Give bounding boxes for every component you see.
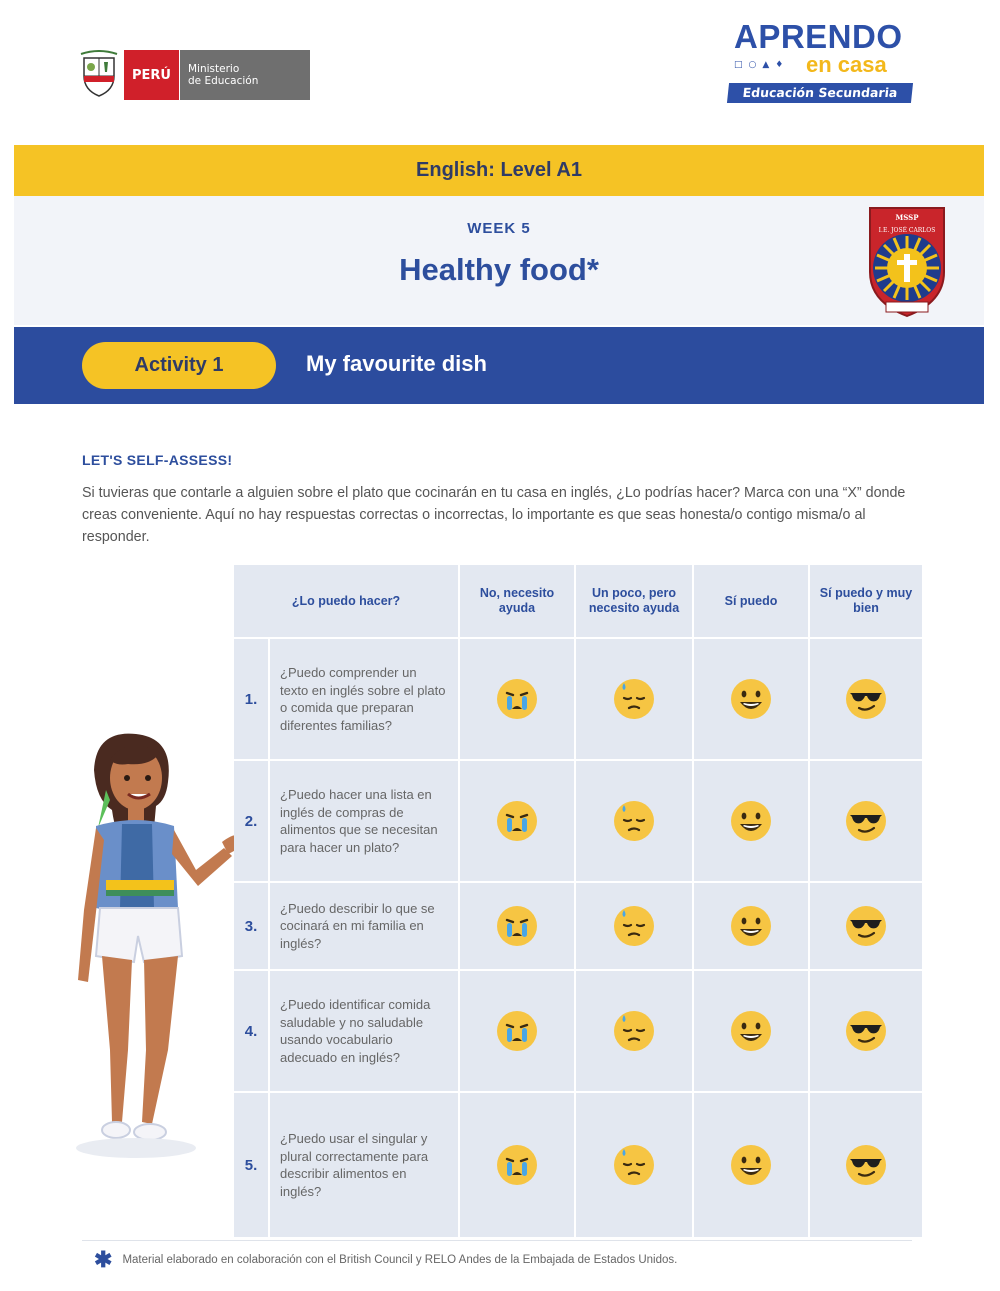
sunglasses-face-icon <box>844 1143 888 1187</box>
ministry-line2: de Educación <box>187 75 259 87</box>
crying-face-icon <box>495 1009 539 1053</box>
row-number: 1. <box>234 639 268 759</box>
answer-cell[interactable] <box>576 639 692 759</box>
aprendo-en-casa-logo <box>726 18 916 108</box>
peru-coat-of-arms-icon <box>78 50 120 100</box>
sweating-face-icon <box>612 677 656 721</box>
smiling-face-icon <box>729 904 773 948</box>
peru-label: PERÚ <box>124 50 179 100</box>
sweating-face-icon <box>612 1143 656 1187</box>
answer-cell[interactable] <box>460 883 574 969</box>
answer-cell[interactable] <box>694 971 808 1091</box>
question-text: ¿Puedo describir lo que se cocinará en mi familia en inglés? <box>270 883 458 969</box>
school-crest-icon <box>864 202 950 320</box>
week-label: WEEK 5 <box>467 220 531 237</box>
answer-cell[interactable] <box>810 971 922 1091</box>
question-text: ¿Puedo comprender un texto en inglés sobre el plato o comida que preparan diferentes familias? <box>270 639 458 759</box>
smiling-face-icon <box>729 1009 773 1053</box>
intro-paragraph: Si tuvieras que contarle a alguien sobre el plato que cocinarán en tu casa en inglés, ¿Lo podrías hacer? Marca con una “X” donde creas conveniente. Aquí no hay respuestas correctas o incorrectas, lo importante es que seas honesta/o contigo misma/o al responder. <box>82 485 906 545</box>
sweating-face-icon <box>612 799 656 843</box>
title-box <box>14 196 984 325</box>
footnote <box>94 1247 678 1272</box>
row-number: 2. <box>234 761 268 881</box>
ministry-line1: Ministerio <box>187 63 240 75</box>
level-bar: English: Level A1 <box>14 145 984 196</box>
sunglasses-face-icon <box>844 799 888 843</box>
answer-cell[interactable] <box>810 761 922 881</box>
header-yes-i-can: Sí puedo <box>694 565 808 637</box>
answer-cell[interactable] <box>810 1093 922 1237</box>
sweating-face-icon <box>612 1009 656 1053</box>
smiling-face-icon <box>729 799 773 843</box>
activity-bar <box>14 327 984 404</box>
question-text: ¿Puedo usar el singular y plural correctamente para describir alimentos en inglés? <box>270 1093 458 1237</box>
crying-face-icon <box>495 1143 539 1187</box>
answer-cell[interactable] <box>576 971 692 1091</box>
self-assessment-table <box>234 565 912 1231</box>
aprendo-title: APRENDO <box>734 18 903 55</box>
answer-cell[interactable] <box>576 883 692 969</box>
row-number: 4. <box>234 971 268 1091</box>
question-text: ¿Puedo hacer una lista en inglés de compras de alimentos que se necesitan para hacer un plato? <box>270 761 458 881</box>
smiling-face-icon <box>729 1143 773 1187</box>
answer-cell[interactable] <box>694 883 808 969</box>
ministry-logo <box>78 50 310 100</box>
answer-cell[interactable] <box>460 1093 574 1237</box>
sunglasses-face-icon <box>844 677 888 721</box>
answer-cell[interactable] <box>694 761 808 881</box>
sunglasses-face-icon <box>844 1009 888 1053</box>
crying-face-icon <box>495 677 539 721</box>
footnote-text: Material elaborado en colaboración con el British Council y RELO Andes de la Embajada de Estados Unidos. <box>122 1254 678 1266</box>
page-title: Healthy food* <box>399 252 599 287</box>
header-can-i: ¿Lo puedo hacer? <box>234 565 458 637</box>
header-a-little: Un poco, pero necesito ayuda <box>576 565 692 637</box>
answer-cell[interactable] <box>810 639 922 759</box>
education-level-banner: Educación Secundaria <box>727 83 913 103</box>
answer-cell[interactable] <box>460 971 574 1091</box>
header-yes-very-well: Sí puedo y muy bien <box>810 565 922 637</box>
aprendo-dots-icon: □○▲♦ <box>734 60 790 70</box>
answer-cell[interactable] <box>576 761 692 881</box>
question-text: ¿Puedo identificar comida saludable y no saludable usando vocabulario adecuado en inglés? <box>270 971 458 1091</box>
asterisk-icon: ✱ <box>94 1247 113 1272</box>
crying-face-icon <box>495 904 539 948</box>
activity-title: My favourite dish <box>306 351 487 376</box>
row-number: 3. <box>234 883 268 969</box>
activity-label: Activity 1 <box>82 342 276 389</box>
row-number: 5. <box>234 1093 268 1237</box>
header-need-help: No, necesito ayuda <box>460 565 574 637</box>
ministry-name <box>179 50 310 100</box>
answer-cell[interactable] <box>694 1093 808 1237</box>
sunglasses-face-icon <box>844 904 888 948</box>
footer-divider <box>82 1240 912 1241</box>
svg-text:I.E. JOSÉ CARLOS: I.E. JOSÉ CARLOS <box>878 227 936 234</box>
section-heading: LET'S SELF-ASSESS! <box>82 452 233 468</box>
girl-illustration <box>56 730 252 1170</box>
sweating-face-icon <box>612 904 656 948</box>
answer-cell[interactable] <box>810 883 922 969</box>
answer-cell[interactable] <box>694 639 808 759</box>
smiling-face-icon <box>729 677 773 721</box>
answer-cell[interactable] <box>576 1093 692 1237</box>
svg-text:MSSP: MSSP <box>895 213 919 222</box>
answer-cell[interactable] <box>460 761 574 881</box>
crying-face-icon <box>495 799 539 843</box>
answer-cell[interactable] <box>460 639 574 759</box>
aprendo-subtitle: en casa <box>806 52 887 77</box>
